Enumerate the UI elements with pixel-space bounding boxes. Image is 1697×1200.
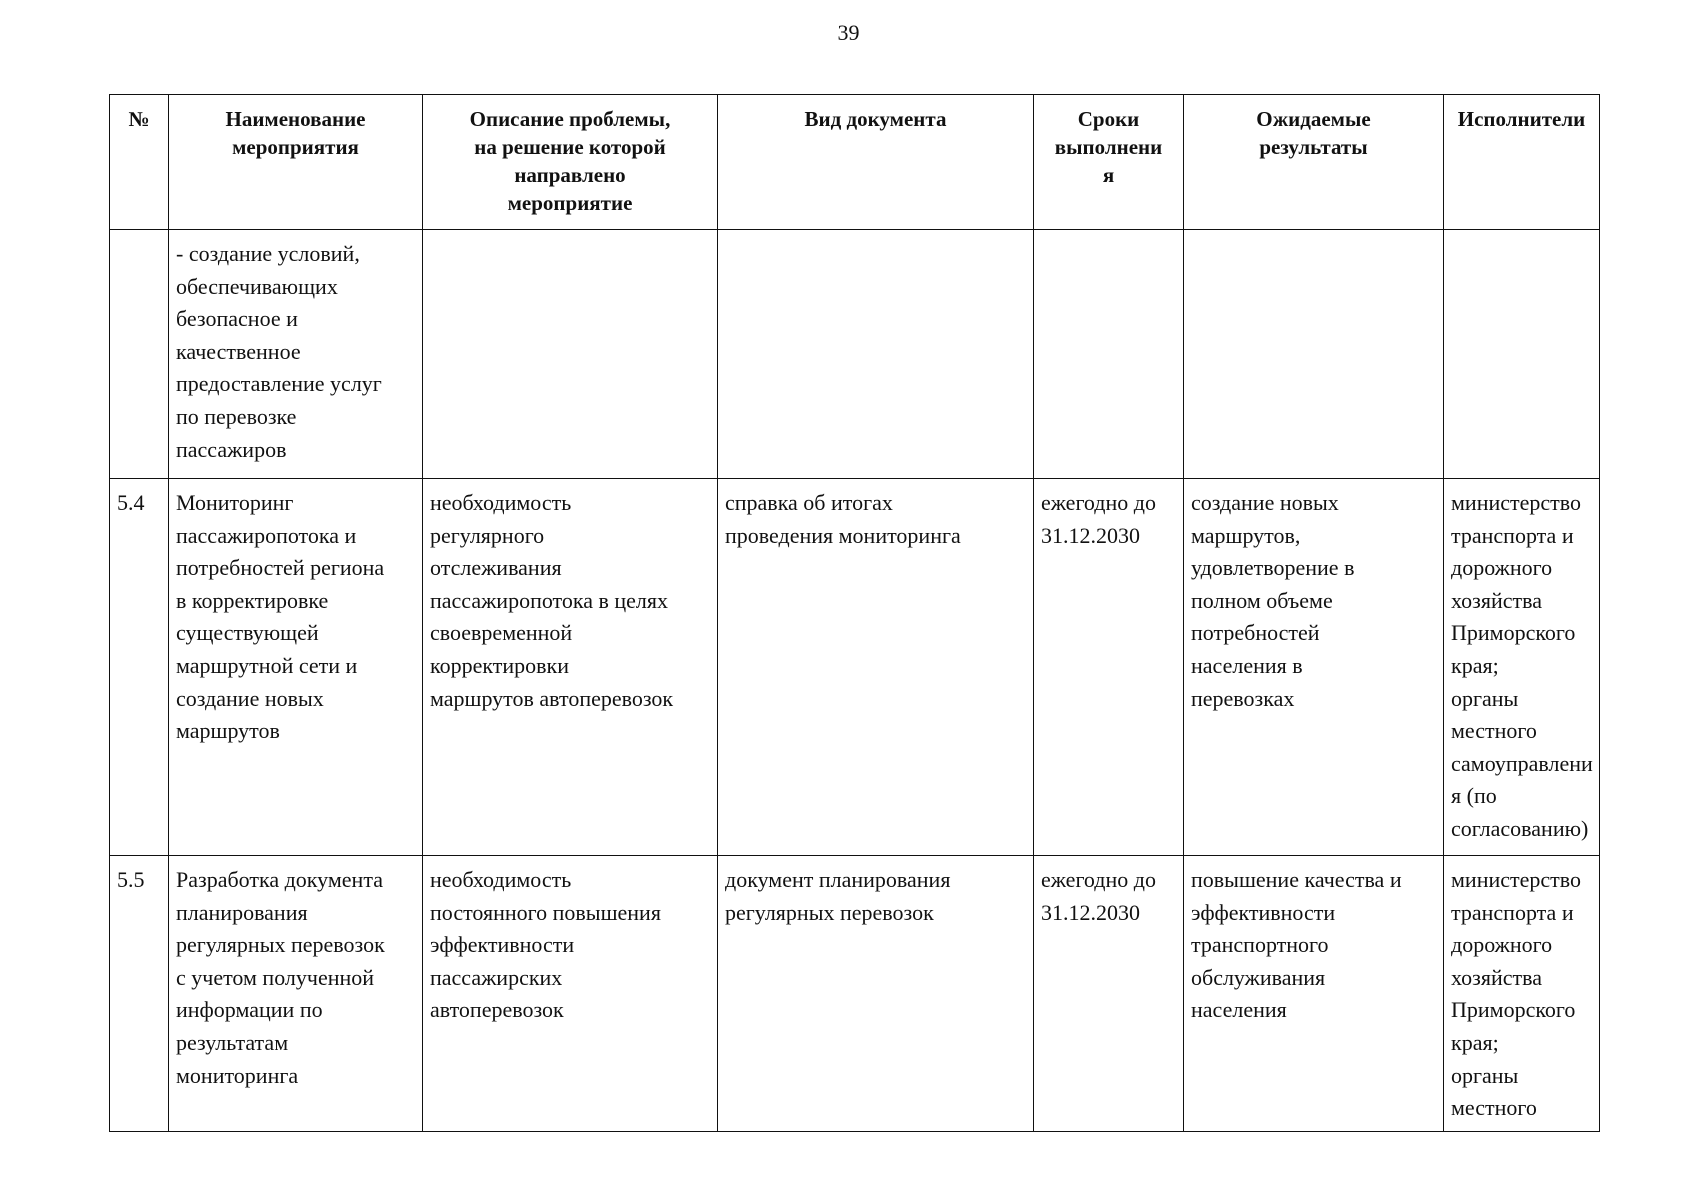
table-row	[110, 479, 1600, 856]
cell-deadline: ежегодно до 31.12.2030	[1034, 856, 1184, 1132]
cell-expected-results: создание новых маршрутов, удовлетворение в полном объеме потребностей населения в перевозках	[1184, 479, 1444, 856]
cell-executors: министерство транспорта и дорожного хозяйства Приморского края; органы местного	[1444, 856, 1600, 1132]
header-problem-description: Описание проблемы, на решение которой направлено мероприятие	[423, 95, 718, 230]
cell-measure-name: - создание условий, обеспечивающих безопасное и качественное предоставление услуг по перевозке пассажиров	[169, 230, 423, 479]
cell-executors: министерство транспорта и дорожного хозяйства Приморского края; органы местного самоуправлени я (по согласованию)	[1444, 479, 1600, 856]
header-document-type: Вид документа	[718, 95, 1034, 230]
table-row	[110, 230, 1600, 479]
cell-measure-name: Разработка документа планирования регулярных перевозок с учетом полученной информации по результатам мониторинга	[169, 856, 423, 1132]
cell-expected-results	[1184, 230, 1444, 479]
table-row	[110, 856, 1600, 1132]
table-header-row	[110, 95, 1600, 230]
cell-document-type	[718, 230, 1034, 479]
header-measure-name: Наименование мероприятия	[169, 95, 423, 230]
measures-table	[109, 94, 1600, 1132]
cell-number	[110, 230, 169, 479]
cell-problem-description: необходимость постоянного повышения эффективности пассажирских автоперевозок	[423, 856, 718, 1132]
cell-expected-results: повышение качества и эффективности транспортного обслуживания населения	[1184, 856, 1444, 1132]
cell-measure-name: Мониторинг пассажиропотока и потребностей региона в корректировке существующей маршрутной сети и создание новых маршрутов	[169, 479, 423, 856]
cell-document-type: документ планирования регулярных перевозок	[718, 856, 1034, 1132]
header-number: №	[110, 95, 169, 230]
header-executors: Исполнители	[1444, 95, 1600, 230]
cell-executors	[1444, 230, 1600, 479]
header-expected-results: Ожидаемые результаты	[1184, 95, 1444, 230]
header-deadline: Сроки выполнени я	[1034, 95, 1184, 230]
cell-number: 5.4	[110, 479, 169, 856]
cell-deadline: ежегодно до 31.12.2030	[1034, 479, 1184, 856]
page-number: 39	[837, 20, 860, 45]
cell-problem-description	[423, 230, 718, 479]
cell-problem-description: необходимость регулярного отслеживания пассажиропотока в целях своевременной корректировки маршрутов автоперевозок	[423, 479, 718, 856]
cell-document-type: справка об итогах проведения мониторинга	[718, 479, 1034, 856]
cell-number: 5.5	[110, 856, 169, 1132]
cell-deadline	[1034, 230, 1184, 479]
